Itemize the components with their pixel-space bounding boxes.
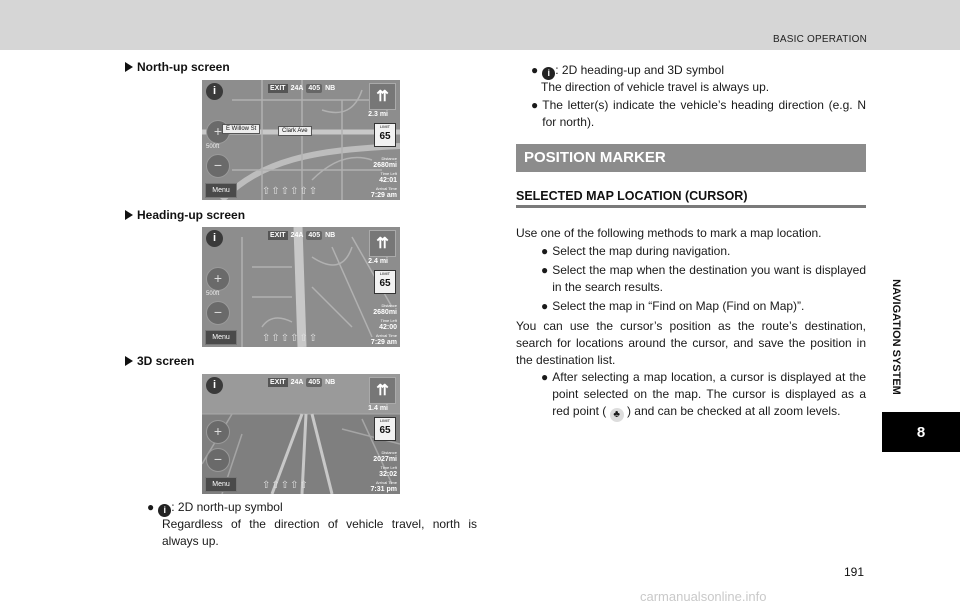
map-screenshot-north-up: [202, 80, 400, 200]
heading-rule: [516, 205, 866, 208]
zoom-in-button[interactable]: +: [206, 420, 230, 444]
heading-up-symbol-bullet: ● i : 2D heading-up and 3D symbol: [531, 63, 725, 78]
turn-arrow-icon: ⇈: [369, 377, 396, 404]
menu-button[interactable]: Menu: [205, 477, 237, 492]
cursor-pin-icon: ♣: [610, 408, 624, 422]
speed-limit-sign: LIMIT 65: [374, 123, 396, 147]
speed-limit-sign: LIMIT 65: [374, 270, 396, 294]
heading-up-caption: Heading-up screen: [125, 208, 245, 222]
chapter-side-label: NAVIGATION SYSTEM: [890, 279, 902, 395]
cursor-bullet: ● After selecting a map location, a cursor is displayed at the point selected on the map. The cursor is displayed as a red point ( ♣ ) and can be checked at all zoom levels.: [541, 370, 866, 420]
map-scale: 500ft: [206, 144, 220, 150]
watermark: carmanualsonline.info: [640, 589, 767, 604]
trip-stats: Distance 2027mi Time Left 32:02 Arrival Time 7:31 pm: [370, 450, 397, 493]
page-number: 191: [844, 565, 865, 579]
trip-stats: Distance 2680mi Time Left 42:01 Arrival Time 7:29 am: [370, 156, 397, 199]
map-scale: 500ft: [206, 291, 220, 297]
turn-arrow-icon: ⇈: [369, 83, 396, 110]
north-up-symbol-bullet: ● i : 2D north-up symbol: [147, 500, 283, 515]
method-bullet-3: ● Select the map in “Find on Map (Find on Map)”.: [541, 299, 805, 313]
triangle-bullet-icon: [125, 62, 133, 72]
zoom-in-button[interactable]: +: [206, 120, 230, 144]
lane-guidance: ⇧⇧⇧⇧⇧: [262, 480, 309, 491]
method-bullet-1: ● Select the map during navigation.: [541, 244, 731, 258]
menu-button[interactable]: Menu: [205, 330, 237, 345]
menu-button[interactable]: Menu: [205, 183, 237, 198]
north-up-symbol-icon[interactable]: i: [206, 83, 223, 100]
turn-distance: 1.4 mi: [368, 405, 388, 412]
intro-text: Use one of the following methods to mark a map location.: [516, 226, 822, 240]
street-label: Clark Ave: [278, 126, 312, 136]
north-up-description: Regardless of the direction of vehicle travel, north is always up.: [162, 517, 477, 548]
lane-guidance: ⇧⇧⇧⇧⇧⇧: [262, 186, 319, 197]
letters-bullet: ● The letter(s) indicate the vehicle’s heading direction (e.g. N for north).: [531, 98, 866, 129]
turn-arrow-icon: ⇈: [369, 230, 396, 257]
exit-info: EXIT 24A 405 NB: [270, 85, 336, 92]
heading-up-symbol-icon[interactable]: i: [206, 230, 223, 247]
triangle-bullet-icon: [125, 356, 133, 366]
trip-stats: Distance 2680mi Time Left 42:00 Arrival Time 7:29 am: [370, 303, 397, 346]
zoom-out-button[interactable]: −: [206, 448, 230, 472]
exit-info: EXIT 24A 405 NB: [270, 232, 336, 239]
3d-symbol-icon[interactable]: i: [206, 377, 223, 394]
turn-distance: 2.3 mi: [368, 111, 388, 118]
map-screenshot-heading-up: [202, 227, 400, 347]
map-screenshot-3d: [202, 374, 400, 494]
zoom-in-button[interactable]: +: [206, 267, 230, 291]
heading-up-description: The direction of vehicle travel is always up.: [541, 80, 770, 94]
info-icon: i: [542, 67, 555, 80]
3d-caption: 3D screen: [125, 354, 194, 368]
exit-info: EXIT 24A 405 NB: [270, 379, 336, 386]
cursor-description: You can use the cursor’s position as the route’s destination, search for locations around the cursor, and save the position in the destination list.: [516, 319, 866, 367]
street-label: E Willow St: [222, 124, 260, 134]
triangle-bullet-icon: [125, 210, 133, 220]
lane-guidance: ⇧⇧⇧⇧⇧⇧: [262, 333, 319, 344]
zoom-out-button[interactable]: −: [206, 154, 230, 178]
position-marker-heading: POSITION MARKER: [516, 144, 866, 172]
chapter-tab: 8: [882, 412, 960, 452]
zoom-out-button[interactable]: −: [206, 301, 230, 325]
section-title: BASIC OPERATION: [773, 34, 867, 45]
north-up-caption: North-up screen: [125, 60, 230, 74]
turn-distance: 2.4 mi: [368, 258, 388, 265]
selected-location-heading: SELECTED MAP LOCATION (CURSOR): [516, 189, 748, 203]
speed-limit-sign: LIMIT 65: [374, 417, 396, 441]
method-bullet-2: ● Select the map when the destination you want is displayed in the search results.: [541, 263, 866, 294]
info-icon: i: [158, 504, 171, 517]
